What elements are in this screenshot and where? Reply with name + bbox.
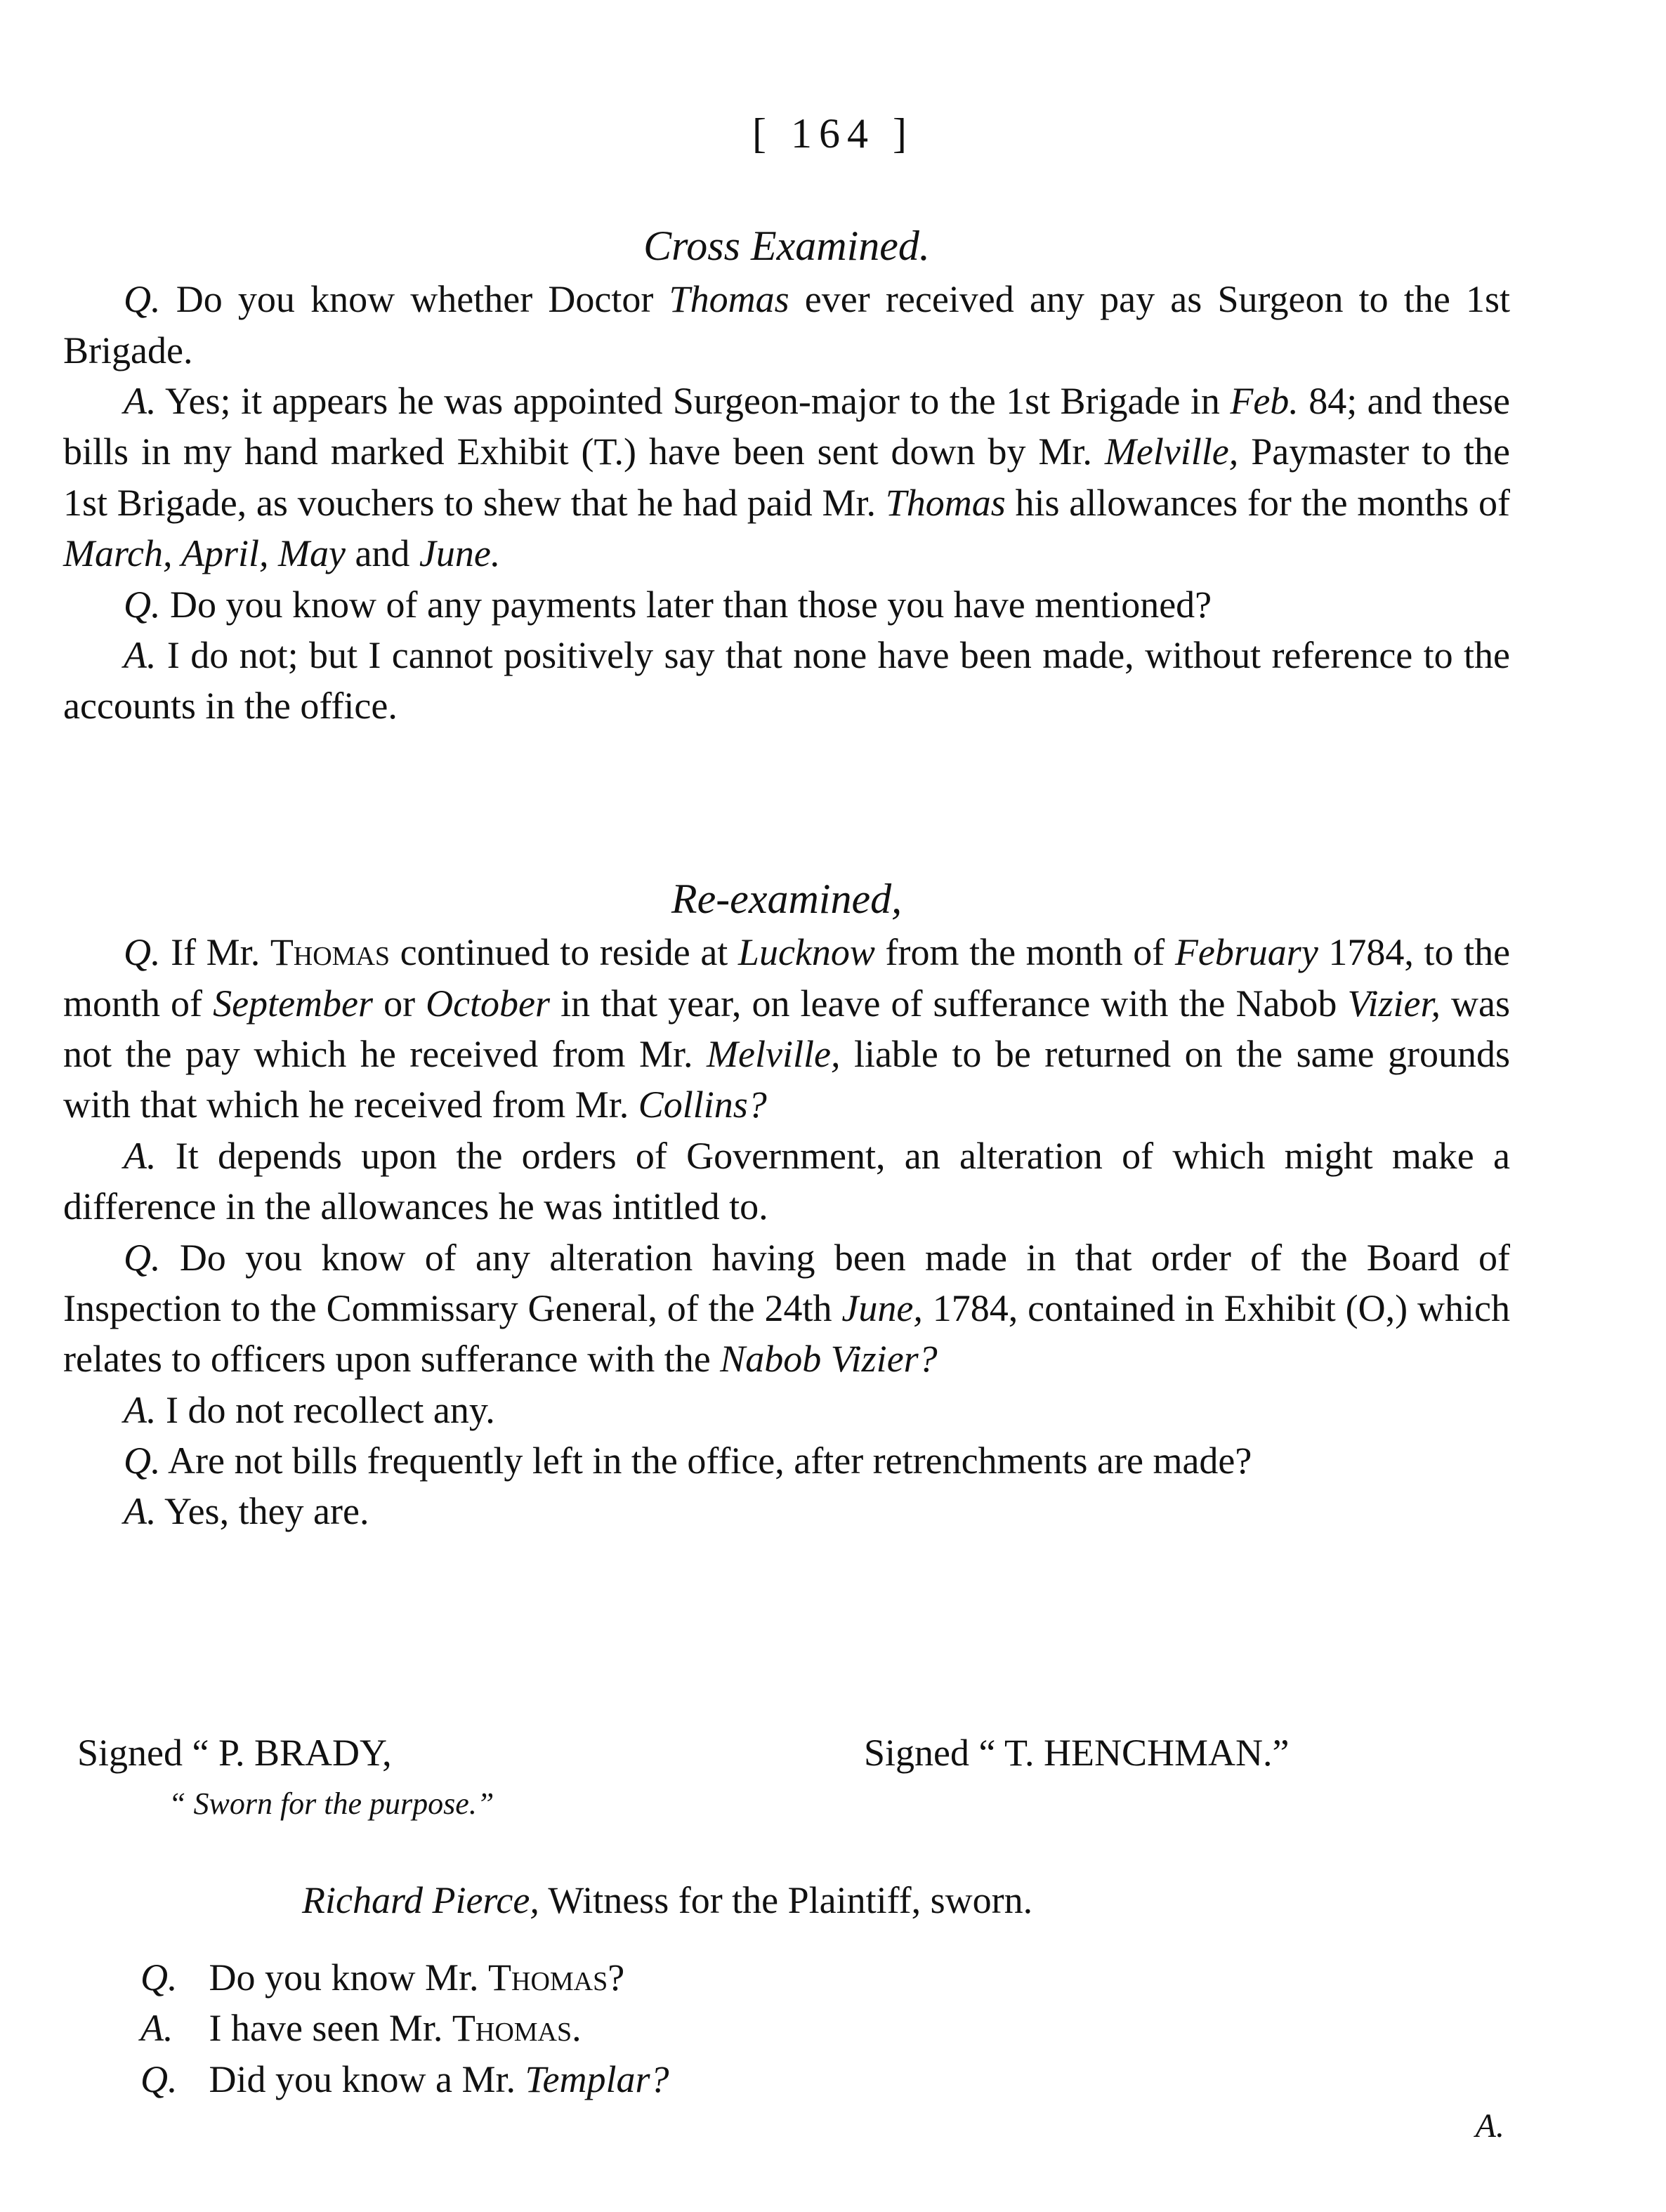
cross-examination-section xyxy=(63,218,1510,732)
re-examination-section xyxy=(63,871,1510,1537)
signature-brady: Signed “ P. BRADY, xyxy=(77,1732,392,1774)
signature-henchman: Signed “ T. HENCHMAN.” xyxy=(864,1732,1290,1774)
re-answer-1: A. It depends upon the orders of Government, an alteration of which might make a difference in the allowances he was intitled to. xyxy=(63,1134,1510,1228)
cross-answer-2: A. I do not; but I cannot positively say that none have been made, without reference to the accounts in the office. xyxy=(63,633,1511,728)
signature-note: “ Sworn for the purpose.” xyxy=(169,1786,494,1821)
final-qa xyxy=(140,1952,1405,2105)
re-question-3: Q. Are not bills frequently left in the office, after retrenchments are made? xyxy=(124,1439,1252,1482)
re-question-1: Q. If Mr. Thomas continued to reside at Lucknow from the month of February 1784, to the month of September or October in that year, on leave of sufferance with the Nabob Vizier, was not the pay which he received from Mr. Melville, liable to be returned on the same grounds with that which he received from Mr. Collins? xyxy=(63,931,1511,1126)
page-number: [ 164 ] xyxy=(752,110,914,157)
final-answer-1: A. I have seen Mr. Thomas. xyxy=(140,2007,582,2050)
cross-question-2: Q. Do you know of any payments later than those you have mentioned? xyxy=(124,583,1212,626)
witness-line xyxy=(302,1875,1426,1925)
cross-examined-heading: Cross Examined. xyxy=(643,223,930,269)
final-question-1: Q. Do you know Mr. Thomas? xyxy=(140,1956,625,1999)
cross-answer-1: A. Yes; it appears he was appointed Surgeon-major to the 1st Brigade in Feb. 84; and these bills in my hand marked Exhibit (T.) have been sent down by Mr. Melville, Paymaster to the 1st Brigade, as vouchers to shew that he had paid Mr. Thomas his allowances for the months of March, April, May and June. xyxy=(63,380,1511,575)
re-question-2: Q. Do you know of any alteration having been made in that order of the Board of Inspection to the Commissary General, of the 24th June, 1784, contained in Exhibit (O,) which relates to officers upon sufferance with the Nabob Vizier? xyxy=(63,1236,1511,1381)
final-question-2: Q. Did you know a Mr. Templar? xyxy=(140,2058,669,2100)
re-answer-2: A. I do not recollect any. xyxy=(124,1388,495,1431)
catchword: A. xyxy=(1475,2107,1504,2145)
signature-row xyxy=(77,1727,1510,1840)
witness-text: Witness for the Plaintiff, sworn. xyxy=(548,1879,1033,1921)
re-answer-3: A. Yes, they are. xyxy=(124,1490,369,1533)
cross-question-1: Q. Do you know whether Doctor Thomas ever received any pay as Surgeon to the 1st Brigade. xyxy=(63,278,1511,371)
witness-name: Richard Pierce, xyxy=(302,1879,539,1921)
re-examined-heading: Re-examined, xyxy=(671,876,903,922)
